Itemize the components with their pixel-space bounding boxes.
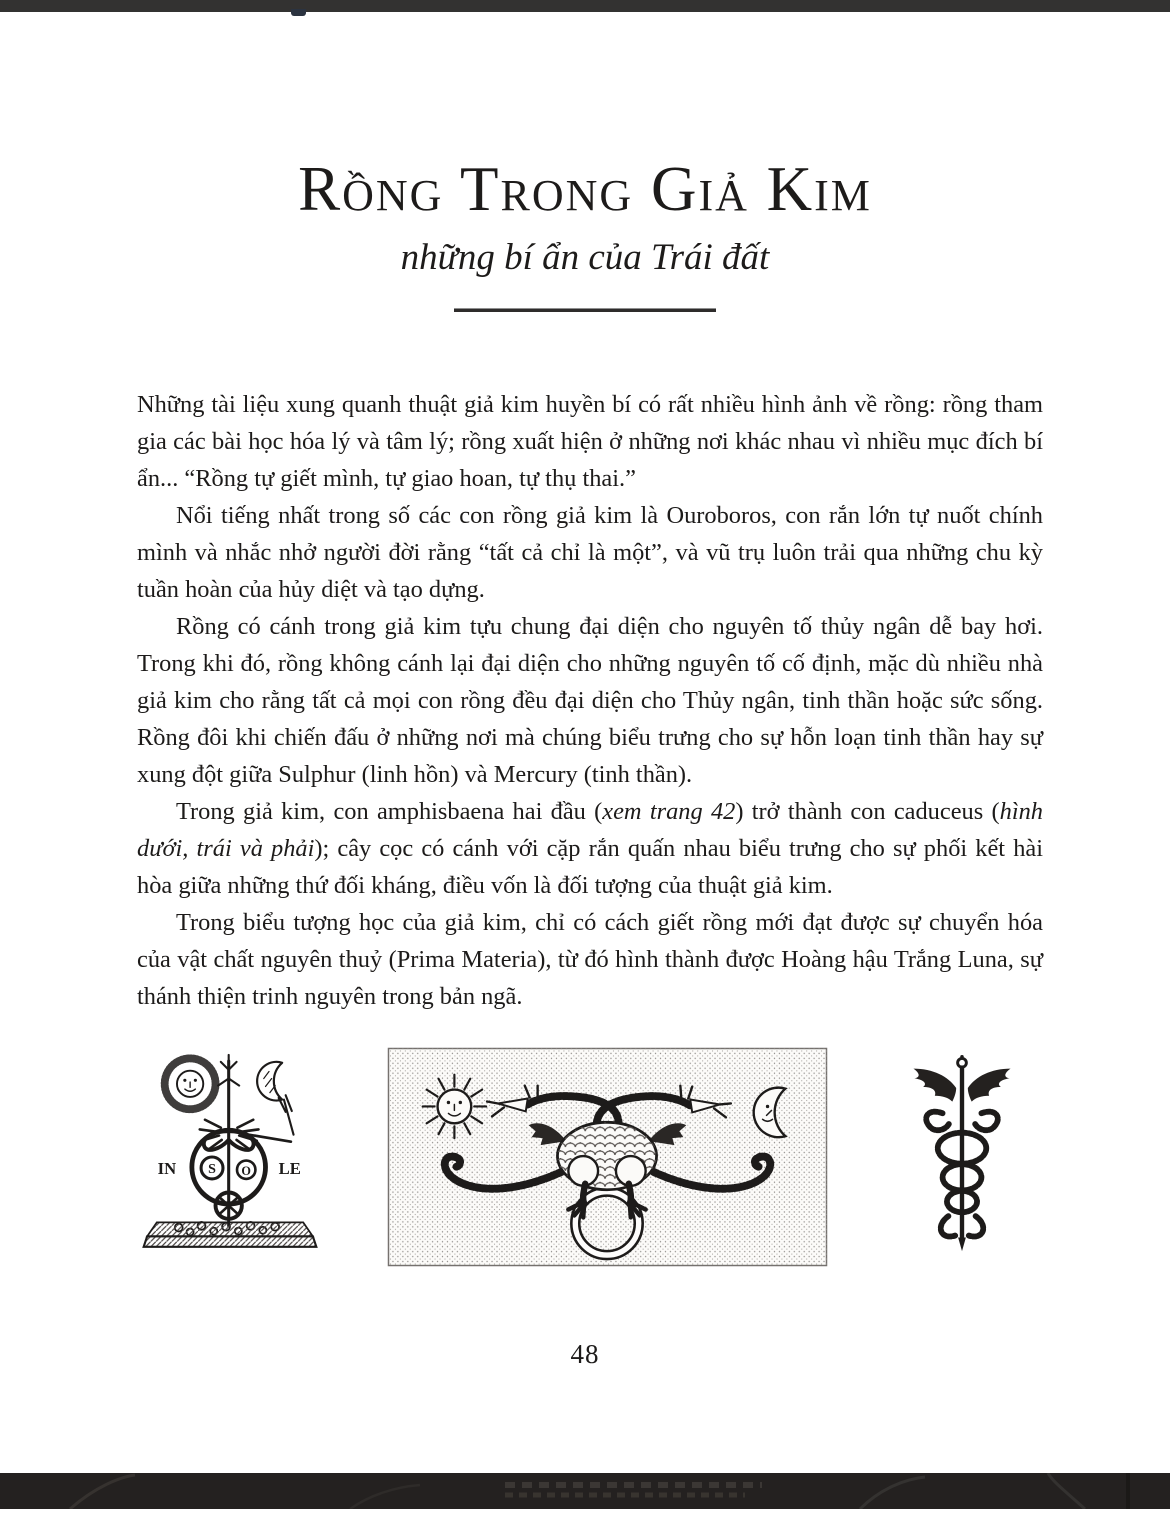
figure-two-headed-dragon — [387, 1047, 828, 1267]
emblem-text-in: IN — [157, 1159, 177, 1179]
top-scan-notch — [291, 9, 306, 16]
top-scan-edge — [0, 0, 1170, 12]
pebble-base — [144, 1222, 317, 1247]
paragraph — [137, 497, 1043, 608]
paragraph — [137, 793, 1043, 904]
in-sole-emblem-illustration — [140, 1047, 320, 1253]
page-subtitle: những bí ẩn của Trái đất — [400, 237, 770, 278]
emblem-text-s: S — [208, 1162, 216, 1178]
caduceus-staff — [958, 1055, 967, 1251]
caduceus-illustration — [894, 1055, 1030, 1254]
text-run: Những tài liệu xung quanh thuật giả kim huyền bí có rất nhiều hình ảnh về rồng: rồng tham gia các bài học hóa lý và tâm lý; rồng xuất hiện ở những nơi khác nhau vì nhiều mục đích bí ẩn... “Rồng tự giết mình, tự giao hoan, tự thụ thai.” — [137, 391, 1043, 493]
bottom-scan-edge — [0, 1473, 1170, 1509]
title-divider — [454, 308, 716, 312]
text-run: Trong giả kim, con amphisbaena hai đầu ( — [176, 798, 603, 826]
figure-row — [140, 1047, 1030, 1273]
text-run: ); cây cọc có cánh với cặp rắn quấn nhau biểu trưng cho sự phối kết hài hòa giữa những thứ đối kháng, điều vốn là đối tượng của thuật giả kim. — [137, 835, 1043, 900]
figure-in-sole-emblem — [140, 1047, 320, 1253]
body-text — [137, 386, 1043, 1015]
bottom-edge-texture — [0, 1473, 1170, 1509]
text-run: Rồng có cánh trong giả kim tựu chung đại diện cho nguyên tố thủy ngân dễ bay hơi. Trong khi đó, rồng không cánh lại đại diện cho những nguyên tố cố định, mặc dù nhiều nhà giả kim cho rằng tất cả mọi con rồng đều đại diện cho Thủy ngân, tinh thần hoặc sức sống. Rồng đôi khi chiến đấu ở những nơi mà chúng biểu trưng cho sự hỗn loạn tinh thần hay sự xung đột giữa Sulphur (linh hồn) và Mercury (tinh thần). — [137, 613, 1043, 789]
text-run: Trong biểu tượng học của giả kim, chỉ có cách giết rồng mới đạt được sự chuyển hóa của vật chất nguyên thuỷ (Prima Materia), từ đó hình thành được Hoàng hậu Trắng Luna, sự thánh thiện trinh nguyên trong bản ngã. — [137, 909, 1043, 1011]
text-run: ) trở thành con caduceus ( — [735, 798, 1000, 826]
paragraph — [137, 386, 1043, 497]
italic-run: xem trang 42 — [602, 798, 736, 826]
two-headed-dragon-illustration — [387, 1047, 828, 1267]
figure-caduceus — [894, 1055, 1030, 1254]
moon-icon — [257, 1062, 293, 1135]
sun-icon — [165, 1059, 216, 1110]
page-title: Rồng Trong Giả Kim — [298, 154, 872, 224]
emblem-text-le: LE — [278, 1159, 301, 1179]
page-number: 48 — [570, 1339, 600, 1370]
paragraph — [137, 904, 1043, 1015]
italic-run: hình dưới, trái và phải — [137, 798, 1043, 863]
text-run: Nổi tiếng nhất trong số các con rồng giả kim là Ouroboros, con rắn lớn tự nuốt chính mình và nhắc nhở người đời rằng “tất cả chỉ là một”, và vũ trụ luôn trải qua những chu kỳ tuần hoàn của hủy diệt và tạo dựng. — [137, 502, 1043, 604]
chapter-header — [0, 154, 1170, 312]
emblem-text-o: O — [241, 1164, 251, 1179]
paragraph — [137, 608, 1043, 793]
